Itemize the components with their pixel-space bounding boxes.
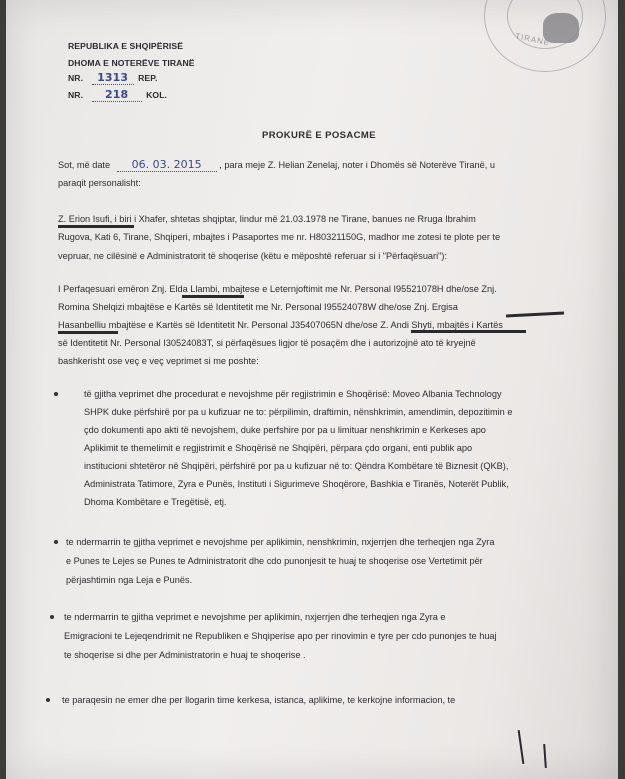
bullet-2-line-3: përjashtimin nga Leja e Punës.	[66, 575, 193, 585]
signature-stroke	[518, 730, 525, 764]
appoint-line-3: Hasanbelliu mbajtëse e Kartës së Identitetit Nr. Personal J35407065N dhe/ose Z. Andi Shyti, mbajtës i Kartës	[58, 320, 503, 330]
bullet-1-line-5: institucioni shtetëror në Shqipëri, përfshirë por pa u kufizuar në to: Qëndra Kombëtare të Biznesit (QKB),	[84, 461, 509, 471]
intro-line: Sot, më date 06. 03. 2015 , para meje Z. Helian Zenelaj, noter i Dhomës së Noterëve Tiranë, u	[58, 158, 495, 171]
rep-number: 1313	[92, 72, 134, 85]
bullet-2-line-2: e Punes te Lejes se Punes te Administratorit dhe cdo punonjesit te huaj te shoqerise ose Vertetimit për	[66, 556, 483, 566]
principal-line-3: vepruar, ne cilësinë e Administratorit të shoqerise (këtu e mëposhtë referuar si i "Përfaqësuari"):	[58, 251, 448, 261]
underline-mark	[506, 311, 564, 317]
seal-text: TIRANË	[514, 31, 551, 48]
kol-number: 218	[92, 89, 142, 102]
signature-stroke	[543, 744, 547, 768]
underline-mark	[411, 330, 526, 333]
header-republic: REPUBLIKA E SHQIPËRISË	[68, 41, 184, 51]
document-date: 06. 03. 2015	[117, 159, 217, 172]
bullet-1-line-6: Administrata Tatimore, Zyra e Punës, Instituti i Sigurimeve Shoqërore, Bashkia e Tiranës, Noterët Publik,	[84, 479, 509, 489]
bullet-1-line-4: Aplikimit te themelimit e regjistrimit e Shoqërisë ne Shqipëri, përpara çdo organi, enti publik apo	[84, 443, 473, 453]
bullet-1-line-7: Dhoma Kombëtare e Tregëtisë, etj.	[84, 497, 227, 507]
principal-line-1: Z. Erion Isufi, i biri i Xhafer, shtetas shqiptar, lindur më 21.03.1978 ne Tirane, banues ne Rruga Ibrahim	[58, 214, 476, 224]
bullet-3-line-1: te ndermarrin te gjitha veprimet e nevojshme per aplikimin, nxjerrjen dhe terheqjen nga Zyra e	[64, 612, 446, 622]
underline-mark	[58, 331, 118, 334]
underline-mark	[58, 225, 134, 228]
header-kol-row: NR. 218 KOL.	[68, 88, 168, 101]
bullet-2-line-1: te ndermarrin te gjitha veprimet e nevojshme per aplikimin, nenshkrimin, nxjerrjen dhe terheqjen nga Zyra	[66, 537, 495, 547]
appoint-line-2: Romina Shelqizi mbajtëse e Kartës së Identitetit me Nr. Personal I95524078W dhe/ose Znj. Ergisa	[58, 302, 458, 312]
bullet-1-line-2: SHPK duke përfshirë por pa u kufizuar ne to: përpilimin, draftimin, nënshkrimin, amendimin, depozitimin e	[84, 407, 513, 417]
bullet-1-line-1: të gjitha veprimet dhe procedurat e nevojshme për regjistrimin e Shoqërisë: Moveo Albania Technology	[84, 389, 502, 399]
bullet-3-line-2: Emigracioni te Lejeqendrimit ne Republiken e Shqiperise apo per rinovimin e tyre per cdo punonjes te huaj	[64, 631, 497, 641]
appoint-line-1: I Perfaqesuari emëron Znj. Elda Llambi, mbajtese e Leternjoftimit me Nr. Personal I95521078H dhe/ose Znj.	[58, 284, 497, 294]
bullet-dot	[46, 698, 50, 702]
intro-line-2: paraqit personalisht:	[58, 178, 141, 188]
bullet-3-line-3: te shoqerise si dhe per Administratorin e huaj te shoqerise .	[64, 650, 306, 660]
bullet-dot	[50, 615, 54, 619]
appoint-line-5: bashkerisht ose veç e veç veprimet si me poshte:	[58, 356, 259, 366]
underline-mark	[182, 295, 244, 298]
document-title: PROKURË E POSACME	[262, 130, 376, 141]
bullet-4-line-1: te paraqesin ne emer dhe per llogarin time kerkesa, istanca, aplikime, te kerkojne informacion, te	[62, 695, 456, 705]
bullet-1-line-3: çdo dokumenti apo akti të nevojshem, duke perfshire por pa u limituar nenshkrimin e Kerkeses apo	[84, 425, 486, 435]
header-chamber: DHOMA E NOTERËVE TIRANË	[68, 58, 195, 68]
notary-seal	[484, 0, 606, 72]
header-rep-row: NR. 1313 REP.	[68, 71, 158, 84]
appoint-line-4: së Identitetit Nr. Personal I30524083T, si përfaqësues ligjor të posaçëm dhe i autorizojnë ato të kryejnë	[58, 338, 476, 348]
principal-line-2: Rugova, Kati 6, Tirane, Shqiperi, mbajtes i Pasaportes me nr. H80321150G, madhor me zotesi te plote per te	[58, 232, 501, 242]
notarial-document-page	[6, 0, 618, 779]
bullet-dot	[54, 392, 58, 396]
bullet-dot	[54, 540, 58, 544]
